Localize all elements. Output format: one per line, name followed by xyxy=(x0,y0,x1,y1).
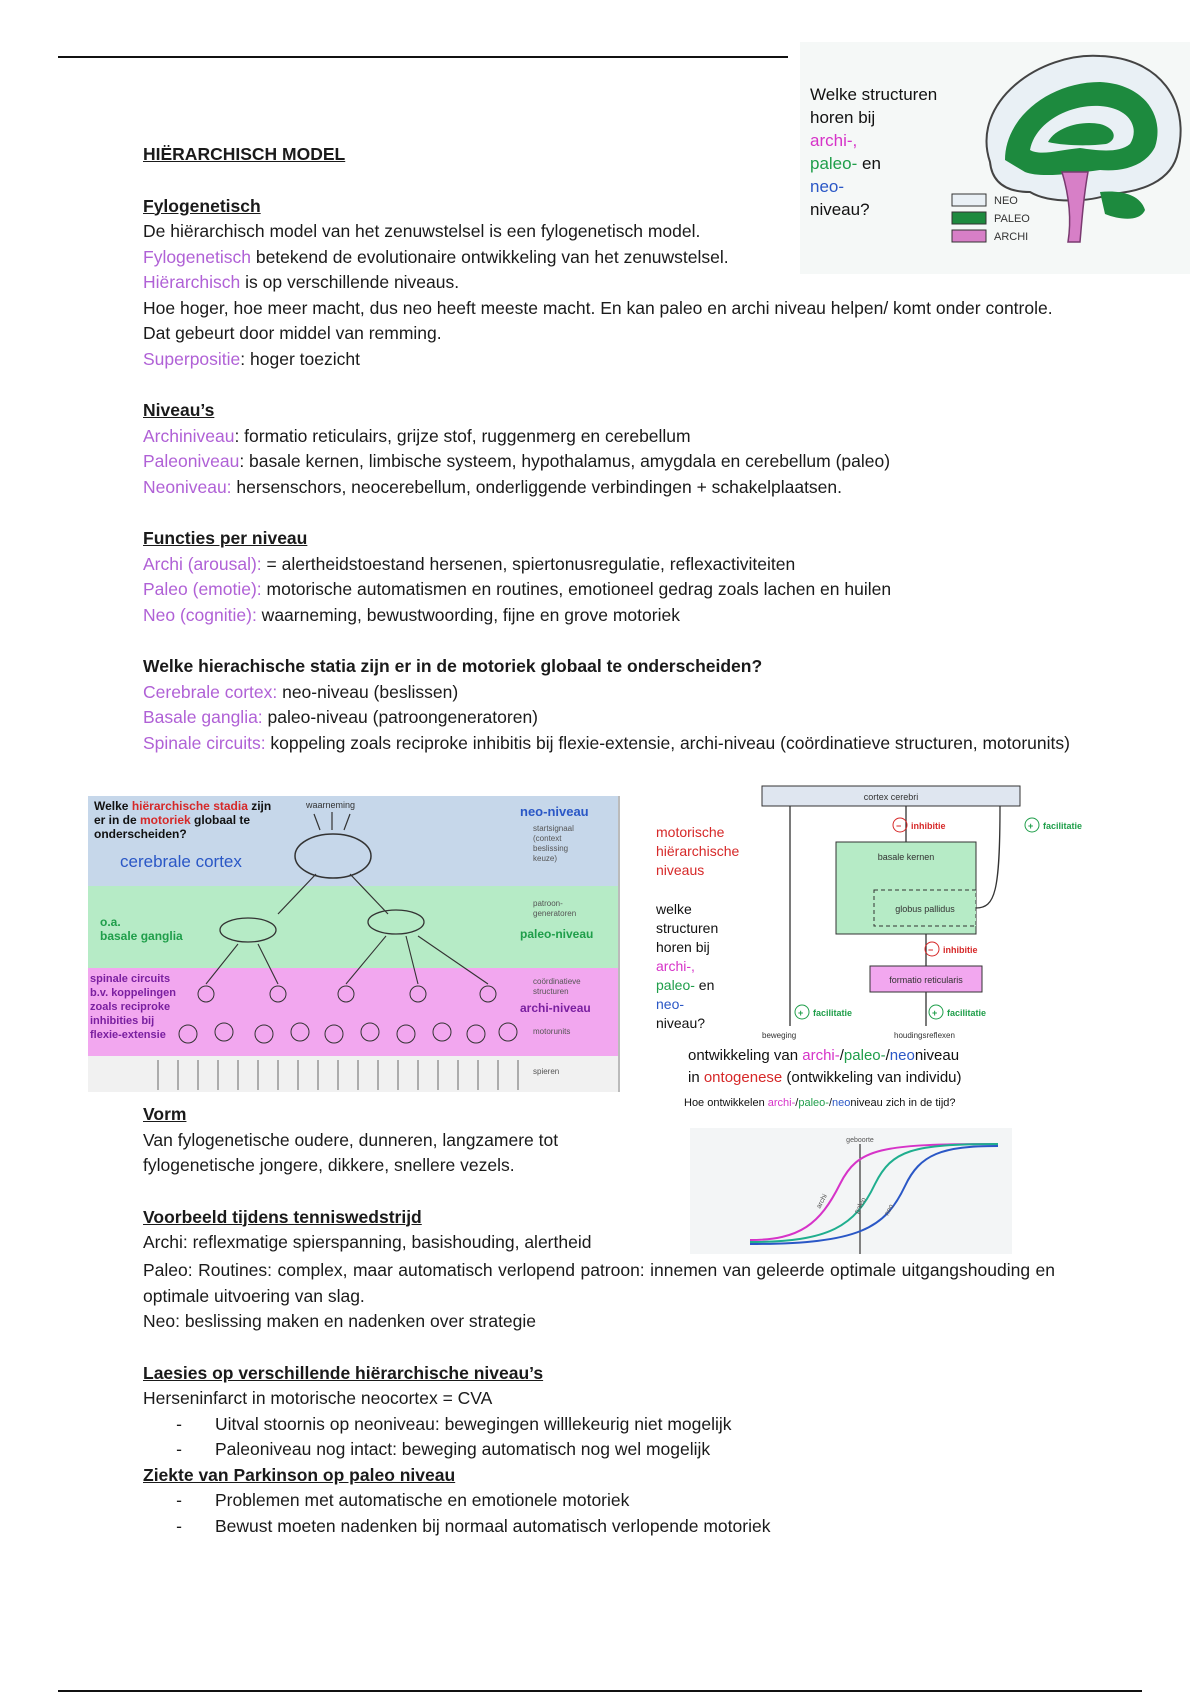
laesie-bullet-text: Paleoniveau nog intact: beweging automatisch nog wel mogelijk xyxy=(215,1439,711,1459)
levels-q-e: motoriek xyxy=(140,813,191,827)
statia-item xyxy=(143,680,1063,706)
spieren-label: spieren xyxy=(533,1067,560,1076)
svg-text:er in de motoriek globaal te xyxy=(94,813,250,827)
curve-label-archi: archi xyxy=(815,1193,829,1210)
basale-ganglia-label: basale ganglia xyxy=(100,929,183,943)
legend-paleo: PALEO xyxy=(994,213,1030,225)
levels-q-f: globaal te xyxy=(190,813,251,827)
spinal-line: flexie-extensie xyxy=(90,1029,166,1041)
flow-q-niveau: niveau? xyxy=(656,1015,706,1031)
heading-vorm: Vorm xyxy=(143,1104,187,1124)
svg-text:+: + xyxy=(798,1008,804,1018)
niveau-item xyxy=(143,424,1063,450)
top-rule xyxy=(58,56,788,58)
niveau-text: hersenschors, neocerebellum, onderliggende verbindingen + schakelplaatsen. xyxy=(231,476,843,497)
flow-q-line: welke xyxy=(656,901,692,917)
statia-term: Cerebrale cortex: xyxy=(143,681,278,702)
beweging-label: beweging xyxy=(762,1031,797,1040)
flow-q-archi: archi-, xyxy=(656,958,695,974)
houding-label: houdingsreflexen xyxy=(894,1031,955,1040)
spinal-line: zoals reciproke xyxy=(90,1001,171,1013)
bullet-dash: - xyxy=(176,1490,182,1510)
legend-neo-swatch xyxy=(952,194,986,206)
parkinson-bullet-text: Problemen met automatische en emotionele motoriek xyxy=(215,1490,630,1510)
fylo-line-5-text: : hoger toezicht xyxy=(240,348,360,369)
curve-label-neo: neo xyxy=(883,1203,896,1217)
brain-figure xyxy=(800,42,1190,274)
facilitatie-label-3: facilitatie xyxy=(947,1008,987,1018)
spinal-line: inhibities bij xyxy=(90,1015,155,1027)
heading-niveaus: Niveau’s xyxy=(143,400,215,420)
onto-q-archi: archi- xyxy=(767,1097,796,1109)
functie-term: Neo (cognitie): xyxy=(143,604,257,625)
legend-paleo-swatch xyxy=(952,212,986,224)
statia-text: koppeling zoals reciproke inhibitis bij flexie-extensie, archi-niveau (coördinatieve structuren, motorunits) xyxy=(265,732,1070,753)
laesies-intro: Herseninfarct in motorische neocortex = CVA xyxy=(143,1388,493,1408)
flow-q-en: en xyxy=(694,977,715,993)
niveau-term: Neoniveau: xyxy=(143,476,232,497)
svg-text:Welke hiërarchische stadia zij xyxy=(94,799,271,813)
motorunits-label: motorunits xyxy=(533,1027,571,1036)
bullet-dash: - xyxy=(176,1515,182,1536)
fylo-line-1: De hiërarchisch model van het zenuwstelsel is een fylogenetisch model. xyxy=(143,221,701,241)
legend-archi: ARCHI xyxy=(994,231,1029,243)
basal-oa-label: o.a. xyxy=(100,915,121,929)
statia-term: Basale ganglia: xyxy=(143,707,263,727)
flow-q-line: structuren xyxy=(656,920,719,936)
onto-q-slash: / xyxy=(795,1097,799,1109)
spinal-line: spinale circuits xyxy=(90,973,171,985)
heading-statia-question: Welke hierachische statia zijn er in de motoriek globaal te onderscheiden? xyxy=(143,656,763,676)
flow-title-line: hiërarchische xyxy=(656,843,740,859)
page-title: HIËRARCHISCH MODEL xyxy=(143,144,346,164)
onto-line1-paleo: paleo- xyxy=(843,1047,886,1064)
niveau-item xyxy=(143,449,1063,475)
tennis-archi: Archi: reflexmatige spierspanning, basishouding, alertheid xyxy=(143,1232,592,1252)
facilitatie-label-2: facilitatie xyxy=(813,1008,853,1018)
archi-note: structuren xyxy=(533,987,569,996)
globus-pallidus-label: globus pallidus xyxy=(895,904,955,914)
niveau-item xyxy=(143,475,1063,501)
heading-tennis: Voorbeeld tijdens tenniswedstrijd xyxy=(143,1206,422,1227)
archi-note: coördinatieve xyxy=(533,977,581,986)
functie-term: Paleo (emotie): xyxy=(143,579,262,599)
niveau-term: Paleoniveau xyxy=(143,451,240,471)
functie-text: waarneming, bewustwoording, fijne en grove motoriek xyxy=(256,604,680,625)
term-hierarchisch: Hiërarchisch xyxy=(143,272,241,292)
inhibitie-label-1: inhibitie xyxy=(911,821,946,831)
levels-figure xyxy=(88,794,620,1092)
paleo-niveau-label: paleo-niveau xyxy=(520,927,594,941)
tennis-neo: Neo: beslissing maken en nadenken over strategie xyxy=(143,1311,537,1331)
list-item xyxy=(143,1437,1055,1463)
list-item xyxy=(143,1514,1055,1540)
onto-line1-a: ontwikkeling van xyxy=(688,1047,803,1064)
geboorte-label: geboorte xyxy=(846,1137,874,1144)
functie-text: motorische automatismen en routines, emotioneel gedrag zoals lachen en huilen xyxy=(261,579,892,599)
flow-title-line: motorische xyxy=(656,824,725,840)
laesie-bullet-text: Uitval stoornis op neoniveau: bewegingen willlekeurig niet mogelijk xyxy=(215,1413,732,1434)
svg-text:−: − xyxy=(928,945,934,955)
onto-q-neo: neo xyxy=(832,1097,851,1109)
niveau-text: : formatio reticulairs, grijze stof, ruggenmerg en cerebellum xyxy=(234,425,691,446)
svg-text:+: + xyxy=(932,1008,938,1018)
onto-line2-a: in xyxy=(688,1069,704,1086)
spinal-line: b.v. koppelingen xyxy=(90,987,176,999)
archi-niveau-label: archi-niveau xyxy=(520,1001,591,1015)
bullet-dash: - xyxy=(176,1439,182,1459)
functie-item xyxy=(143,577,1063,603)
main-text-vorm xyxy=(143,1102,673,1256)
levels-q-a: Welke xyxy=(94,799,132,813)
fylo-line-3-text: is op verschillende niveaus. xyxy=(240,272,460,292)
bottom-rule xyxy=(58,1690,1142,1692)
cortex-cerebri-label: cortex cerebri xyxy=(863,792,919,802)
heading-parkinson: Ziekte van Parkinson op paleo niveau xyxy=(143,1464,456,1485)
brain-q-line-1: Welke structuren xyxy=(810,85,938,104)
ontogenese-figure xyxy=(680,1044,1020,1258)
functie-item xyxy=(143,603,1063,629)
waarneming-label: waarneming xyxy=(306,800,356,810)
fylo-line-4: Hoe hoger, hoe meer macht, dus neo heeft meeste macht. En kan paleo en archi niveau helpen/ komt onder controle. Dat gebeurt door middel van remming. xyxy=(143,297,1053,343)
fylo-line-5 xyxy=(143,347,1063,373)
levels-q-b: hiërarchische stadia xyxy=(131,799,248,813)
statia-text: paleo-niveau (patroongeneratoren) xyxy=(262,707,538,727)
legend-archi-swatch xyxy=(952,230,986,242)
brain-q-niveau: niveau? xyxy=(810,200,870,219)
tennis-paleo: Paleo: Routines: complex, maar automatisch verlopend patroon: innemen van geleerde optimale uitgangshouding en optimale uitvoering van slag. xyxy=(143,1260,1055,1306)
svg-text:−: − xyxy=(896,821,902,831)
paleo-note: generatoren xyxy=(533,909,577,918)
legend-neo: NEO xyxy=(994,195,1018,207)
functie-item xyxy=(143,552,1063,578)
statia-text: neo-niveau (beslissen) xyxy=(277,681,459,702)
onto-line1-neo: neo xyxy=(889,1047,915,1064)
list-item xyxy=(143,1488,1055,1514)
term-fylogenetisch: Fylogenetisch xyxy=(143,246,251,267)
heading-functies: Functies per niveau xyxy=(143,528,308,548)
onto-q-slash2: / xyxy=(828,1097,832,1109)
brain-q-archi: archi-, xyxy=(810,131,858,150)
list-item xyxy=(143,1412,1055,1438)
fylo-line-2-text: betekend de evolutionaire ontwikkeling van het zenuwstelsel. xyxy=(250,246,729,267)
brain-q-line-2: horen bij xyxy=(810,108,876,127)
neo-niveau-label: neo-niveau xyxy=(520,804,589,819)
svg-text:paleo- en xyxy=(810,154,881,173)
levels-q-d: er in de xyxy=(94,813,141,827)
levels-q-c: zijn xyxy=(247,799,272,813)
basale-kernen-label: basale kernen xyxy=(877,852,935,862)
cerebrale-cortex-label: cerebrale cortex xyxy=(120,852,242,871)
inhibitie-label-2: inhibitie xyxy=(943,945,978,955)
niveau-text: : basale kernen, limbische systeem, hypothalamus, amygdala en cerebellum (paleo) xyxy=(239,451,891,471)
svg-text:in ontogenese (ontwikkeling va xyxy=(688,1069,962,1086)
heading-laesies: Laesies op verschillende hiërarchische niveau’s xyxy=(143,1362,544,1383)
niveau-term: Archiniveau xyxy=(143,425,235,446)
onto-line1-slash: / xyxy=(839,1047,844,1064)
paleo-note: patroon- xyxy=(533,899,563,908)
levels-q-g: onderscheiden? xyxy=(94,827,187,841)
vorm-text: Van fylogenetische oudere, dunneren, langzamere tot fylogenetische jongere, dikkere, snellere vezels. xyxy=(143,1129,559,1175)
term-superpositie: Superpositie xyxy=(143,348,241,369)
onto-q-a: Hoe ontwikkelen xyxy=(684,1097,768,1109)
facilitatie-label-1: facilitatie xyxy=(1043,821,1083,831)
statia-item xyxy=(143,731,1073,757)
flow-figure xyxy=(650,782,1090,1042)
functie-term: Archi (arousal): xyxy=(143,553,262,574)
onto-line1-niveau: niveau xyxy=(914,1047,960,1064)
onto-line2-ontogenese: ontogenese xyxy=(703,1069,783,1086)
neo-note: keuze) xyxy=(533,854,558,863)
brain-q-neo: neo- xyxy=(810,177,845,196)
onto-q-paleo: paleo- xyxy=(798,1097,829,1109)
heading-fylogenetisch: Fylogenetisch xyxy=(143,195,261,216)
svg-text:+: + xyxy=(1028,821,1034,831)
onto-q-g: niveau zich in de tijd? xyxy=(850,1097,956,1109)
brain-q-paleo: paleo- xyxy=(810,154,858,173)
statia-item xyxy=(143,705,1063,731)
svg-text:ontwikkeling van archi-/paleo- xyxy=(688,1047,959,1064)
flow-q-neo: neo- xyxy=(656,996,685,1012)
onto-line1-slash2: / xyxy=(885,1047,890,1064)
neo-note: beslissing xyxy=(533,844,569,853)
svg-text:paleo- en xyxy=(656,977,714,993)
functie-text: = alertheidstoestand hersenen, spiertonusregulatie, reflexactiviteiten xyxy=(261,553,796,574)
statia-term: Spinale circuits: xyxy=(143,732,266,753)
onto-line2-c: (ontwikkeling van individu) xyxy=(782,1069,962,1086)
onto-line1-archi: archi- xyxy=(802,1047,840,1064)
brain-q-en: en xyxy=(857,154,881,173)
formatio-label: formatio reticularis xyxy=(889,975,963,985)
bullet-dash: - xyxy=(176,1413,182,1434)
curve-label-paleo: paleo xyxy=(853,1196,868,1215)
svg-text:Hoe ontwikkelen archi-/paleo-/ xyxy=(684,1097,956,1109)
neo-note: startsignaal xyxy=(533,824,574,833)
flow-title-line: niveaus xyxy=(656,862,705,878)
flow-q-line: horen bij xyxy=(656,939,710,955)
neo-note: (context xyxy=(533,834,562,843)
main-text-lower xyxy=(143,1258,1055,1539)
flow-q-paleo: paleo- xyxy=(656,977,695,993)
parkinson-bullet-text: Bewust moeten nadenken bij normaal automatisch verlopende motoriek xyxy=(215,1515,771,1536)
